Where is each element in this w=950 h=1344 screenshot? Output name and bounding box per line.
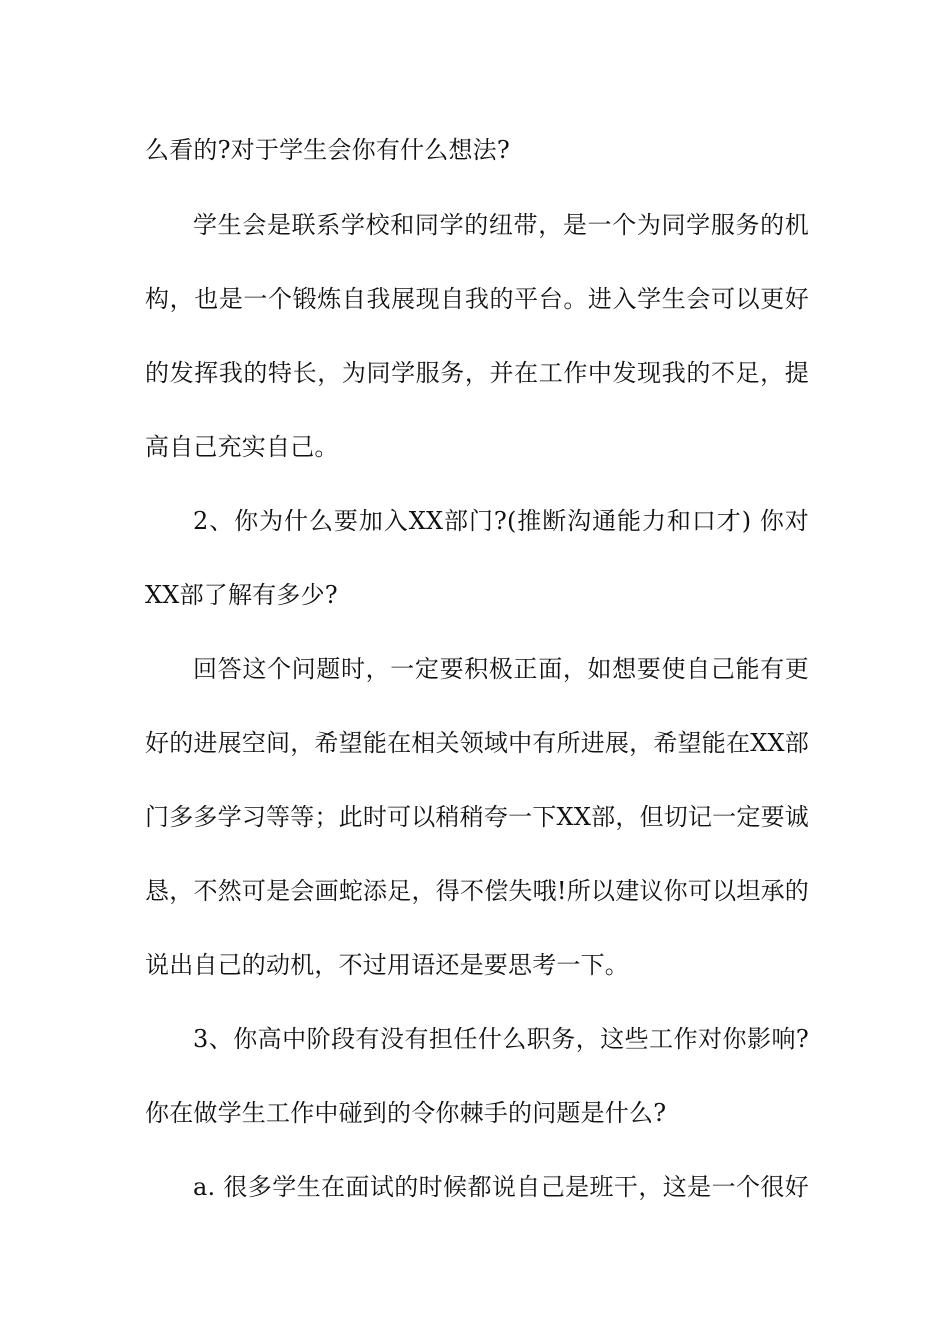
- text-line-12: 说出自己的动机，不过用语还是要思考一下。: [145, 951, 629, 979]
- text-line-4: 的发挥我的特长，为同学服务，并在工作中发现我的不足，提: [145, 359, 809, 387]
- text-line-15: a. 很多学生在面试的时候都说自己是班干，这是一个很好: [193, 1173, 809, 1201]
- text-line-3: 构，也是一个锻炼自我展现自我的平台。进入学生会可以更好: [145, 285, 809, 313]
- text-line-5: 高自己充实自己。: [145, 433, 339, 461]
- text-line-6: 2、你为什么要加入XX部门?(推断沟通能力和口才) 你对: [193, 507, 809, 535]
- text-line-9: 好的进展空间，希望能在相关领域中有所进展，希望能在XX部: [145, 729, 809, 757]
- text-line-7: XX部了解有多少?: [145, 581, 338, 609]
- text-line-1: 么看的?对于学生会你有什么想法?: [145, 136, 510, 164]
- text-line-2: 学生会是联系学校和同学的纽带，是一个为同学服务的机: [193, 211, 809, 239]
- text-line-13: 3、你高中阶段有没有担任什么职务，这些工作对你影响?: [193, 1025, 809, 1053]
- text-line-11: 恳，不然可是会画蛇添足，得不偿失哦!所以建议你可以坦承的: [145, 877, 809, 905]
- text-line-14: 你在做学生工作中碰到的令你棘手的问题是什么?: [145, 1099, 667, 1127]
- text-line-10: 门多多学习等等；此时可以稍稍夸一下XX部，但切记一定要诚: [145, 803, 809, 831]
- text-line-8: 回答这个问题时，一定要积极正面，如想要使自己能有更: [193, 655, 809, 683]
